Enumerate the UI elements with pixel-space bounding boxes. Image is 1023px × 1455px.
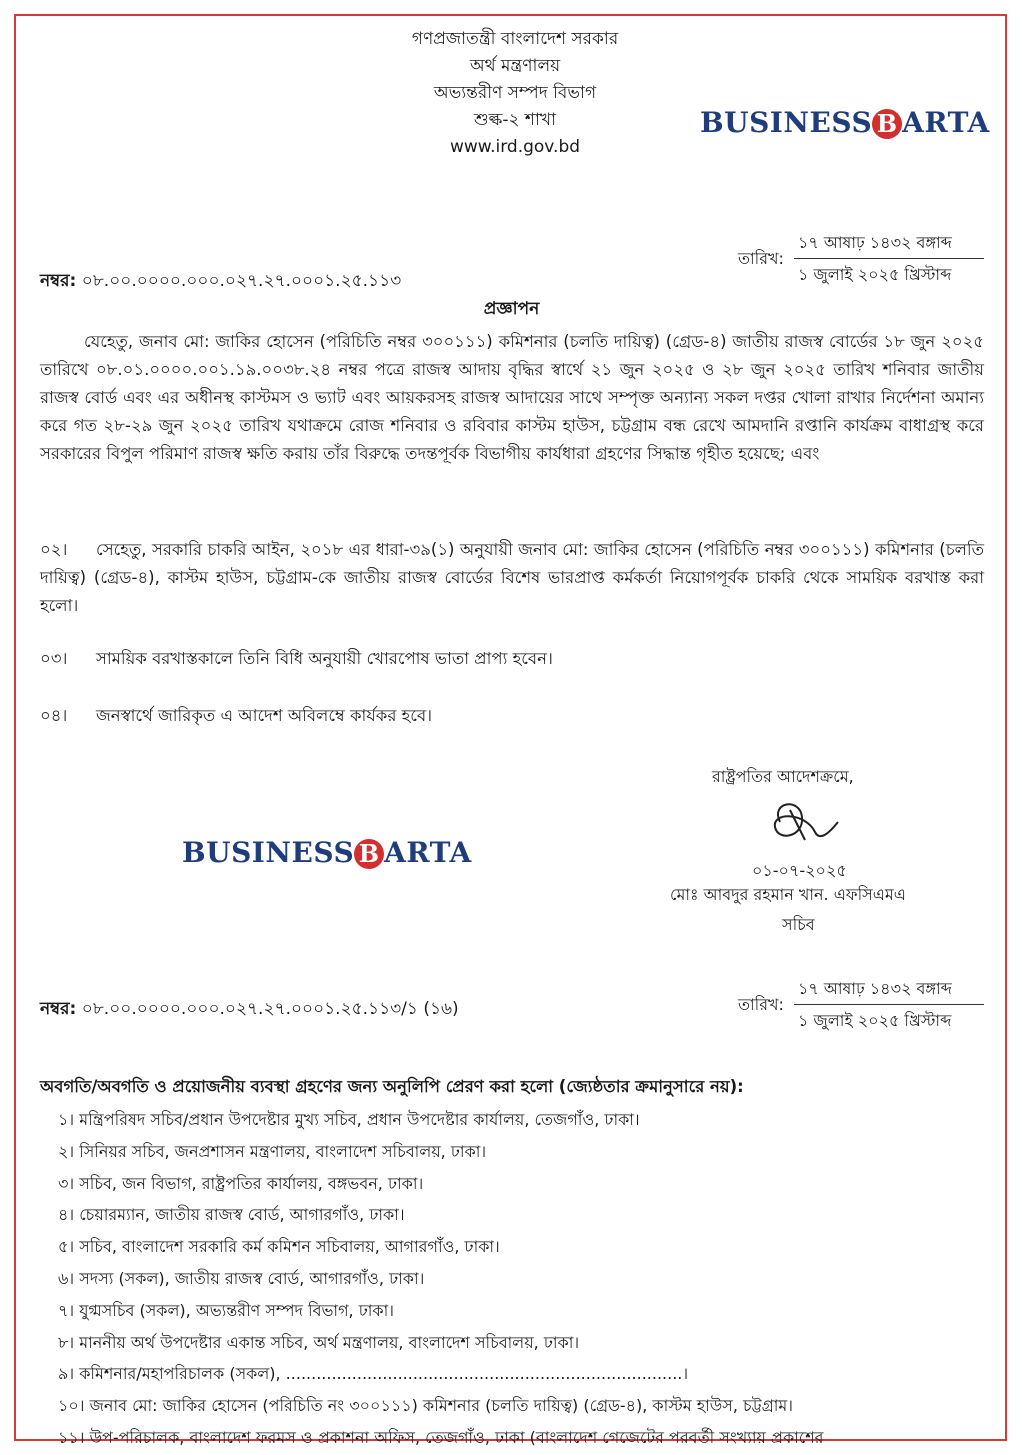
date-divider	[794, 1004, 984, 1005]
list-item: ১১। উপ-পরিচালক, বাংলাদেশ ফরমস ও প্রকাশনা অফিস, তেজগাঁও, ঢাকা (বাংলাদেশ গেজেটের পরবর্তী সংখ্যায় প্রকাশের	[58, 1427, 824, 1447]
paragraph-1: যেহেতু, জনাব মো: জাকির হোসেন (পরিচিতি নম্বর ৩০০১১১) কমিশনার (চলতি দায়িত্ব) (গ্রেড-৪) জাতীয় রাজস্ব বোর্ডের ১৮ জুন ২০২৫ তারিখে ০৮.০১.০০০০.০০১.১৯.০০৩৮.২৪ নম্বর পত্রে রাজস্ব আদায় বৃদ্ধির স্বার্থে ২১ জুন ২০২৫ ও ২৮ জুন ২০২৫ তারিখ শনিবার জাতীয় রাজস্ব বোর্ড এবং এর অধীনস্থ কাস্টমস ও ভ্যাট এবং আয়করসহ রাজস্ব আদায়ের সাথে সম্পৃক্ত অন্যান্য সকল দপ্তর খোলা রাখার নির্দেশনা অমান্য করে গত ২৮-২৯ জুন ২০২৫ তারিখ যথাক্রমে রোজ শনিবার ও রবিবার কাস্টম হাউস, চট্টগ্রাম বন্ধ রেখে আমদানি রপ্তানি কার্যক্রম বাধাগ্রস্থ করে সরকারের বিপুল পরিমাণ রাজস্ব ক্ষতি করায় তাঁর বিরুদ্ধে তদন্তপূর্বক বিভাগীয় কার্যধারা গ্রহণের সিদ্ধান্ত গৃহীত হয়েছে; এবং	[40, 332, 984, 463]
notification-title: প্রজ্ঞাপন	[483, 299, 540, 319]
list-item: ৮। মাননীয় অর্থ উপদেষ্টার একান্ত সচিব, অর্থ মন্ত্রণালয়, বাংলাদেশ সচিবালয়, ঢাকা।	[58, 1332, 580, 1352]
list-item: ১। মন্ত্রিপরিষদ সচিব/প্রধান উপদেষ্টার মুখ্য সচিব, প্রধান উপদেষ্টার কার্যালয়, তেজগাঁও, ঢাকা।	[58, 1110, 640, 1129]
signatory-name: মোঃ আবদুর রহমান খান. এফসিএমএ	[670, 885, 906, 904]
list-item: ২। সিনিয়র সচিব, জনপ্রশাসন মন্ত্রণালয়, বাংলাদেশ সচিবালয়, ঢাকা।	[58, 1141, 487, 1161]
businessbarta-logo-middle: BUSINESS B ARTA	[182, 836, 472, 869]
branch-name: শুল্ক-২ শাখা	[473, 110, 556, 130]
paragraph-3: ০৩। সাময়িক বরখাস্তকালে তিনি বিধি অনুযায়ী খোরপোষ ভাতা প্রাপ্য হবেন।	[40, 649, 553, 668]
govt-name: গণপ্রজাতন্ত্রী বাংলাদেশ সরকার	[411, 29, 619, 49]
paragraph-4: ০৪। জনস্বার্থে জারিকৃত এ আদেশ অবিলম্বে কার্যকর হবে।	[40, 706, 433, 725]
businessbarta-logo-top: BUSINESS B ARTA	[700, 106, 990, 139]
paragraph-2: ০২। সেহেতু, সরকারি চাকরি আইন, ২০১৮ এর ধারা-৩৯(১) অনুযায়ী জনাব মো: জাকির হোসেন (পরিচিতি নম্বর ৩০০১১১) কমিশনার (চলতি দায়িত্ব) (গ্রেড-৪), কাস্টম হাউস, চট্টগ্রাম-কে জাতীয় রাজস্ব বোর্ডের বিশেষ ভারপ্রাপ্ত কর্মকর্তা নিয়োগপূর্বক চাকরি থেকে সাময়িক বরখাস্ত করা হলো।	[40, 540, 984, 615]
copy-distribution-list	[58, 1104, 823, 1454]
list-item: ১০। জনাব মো: জাকির হোসেন (পরিচিতি নং ৩০০১১১) কমিশনার (চলতি দায়িত্ব) (গ্রেড-৪), কাস্টম হাউস, চট্টগ্রাম।	[58, 1396, 793, 1416]
date-divider	[794, 258, 984, 259]
signature-date: ০১-০৭-২০২৫	[752, 861, 847, 880]
list-item: ৬। সদস্য (সকল), জাতীয় রাজস্ব বোর্ড, আগারগাঁও, ঢাকা।	[58, 1268, 425, 1288]
signature-order-text: রাষ্ট্রপতির আদেশক্রমে,	[712, 767, 854, 786]
letterhead	[300, 26, 730, 161]
list-item: ৫। সচিব, বাংলাদেশ সরকারি কর্ম কমিশন সচিবালয়, আগারগাঁও, ঢাকা।	[58, 1237, 500, 1257]
copy-distribution-heading: অবগতি/অবগতি ও প্রয়োজনীয় ব্যবস্থা গ্রহণের জন্য অনুলিপি প্রেরণ করা হলো (জ্যেষ্ঠতার ক্রমানুসারে নয়):	[40, 1077, 744, 1096]
memo1-number: নম্বর: ০৮.০০.০০০০.০০০.০২৭.২৭.০০০১.২৫.১১৩	[40, 271, 402, 291]
website: www.ird.gov.bd	[449, 137, 581, 157]
memo1-date: তারিখ: ১৭ আষাঢ় ১৪৩২ বঙ্গাব্দ ১ জুলাই ২০২৫ খ্রিস্টাব্দ	[738, 230, 988, 290]
ministry-name: অর্থ মন্ত্রণালয়	[469, 56, 561, 76]
list-item: ৪। চেয়ারম্যান, জাতীয় রাজস্ব বোর্ড, আগারগাঁও, ঢাকা।	[58, 1205, 405, 1225]
memo2-date: তারিখ: ১৭ আষাঢ় ১৪৩২ বঙ্গাব্দ ১ জুলাই ২০২৫ খ্রিস্টাব্দ	[738, 976, 988, 1036]
signature-scribble	[760, 792, 850, 852]
signatory-designation: সচিব	[782, 915, 815, 934]
list-item: ৭। যুগ্মসচিব (সকল), অভ্যন্তরীণ সম্পদ বিভাগ, ঢাকা।	[58, 1300, 394, 1320]
list-item: ৩। সচিব, জন বিভাগ, রাষ্ট্রপতির কার্যালয়, বঙ্গভবন, ঢাকা।	[58, 1173, 424, 1193]
list-item: ৯। কমিশনার/মহাপরিচালক (সকল), ..............................................................................।	[58, 1364, 689, 1384]
division-name: অভ্যন্তরীণ সম্পদ বিভাগ	[433, 83, 597, 103]
memo2-number: নম্বর: ০৮.০০.০০০০.০০০.০২৭.২৭.০০০১.২৫.১১৩/১ (১৬)	[40, 999, 459, 1019]
